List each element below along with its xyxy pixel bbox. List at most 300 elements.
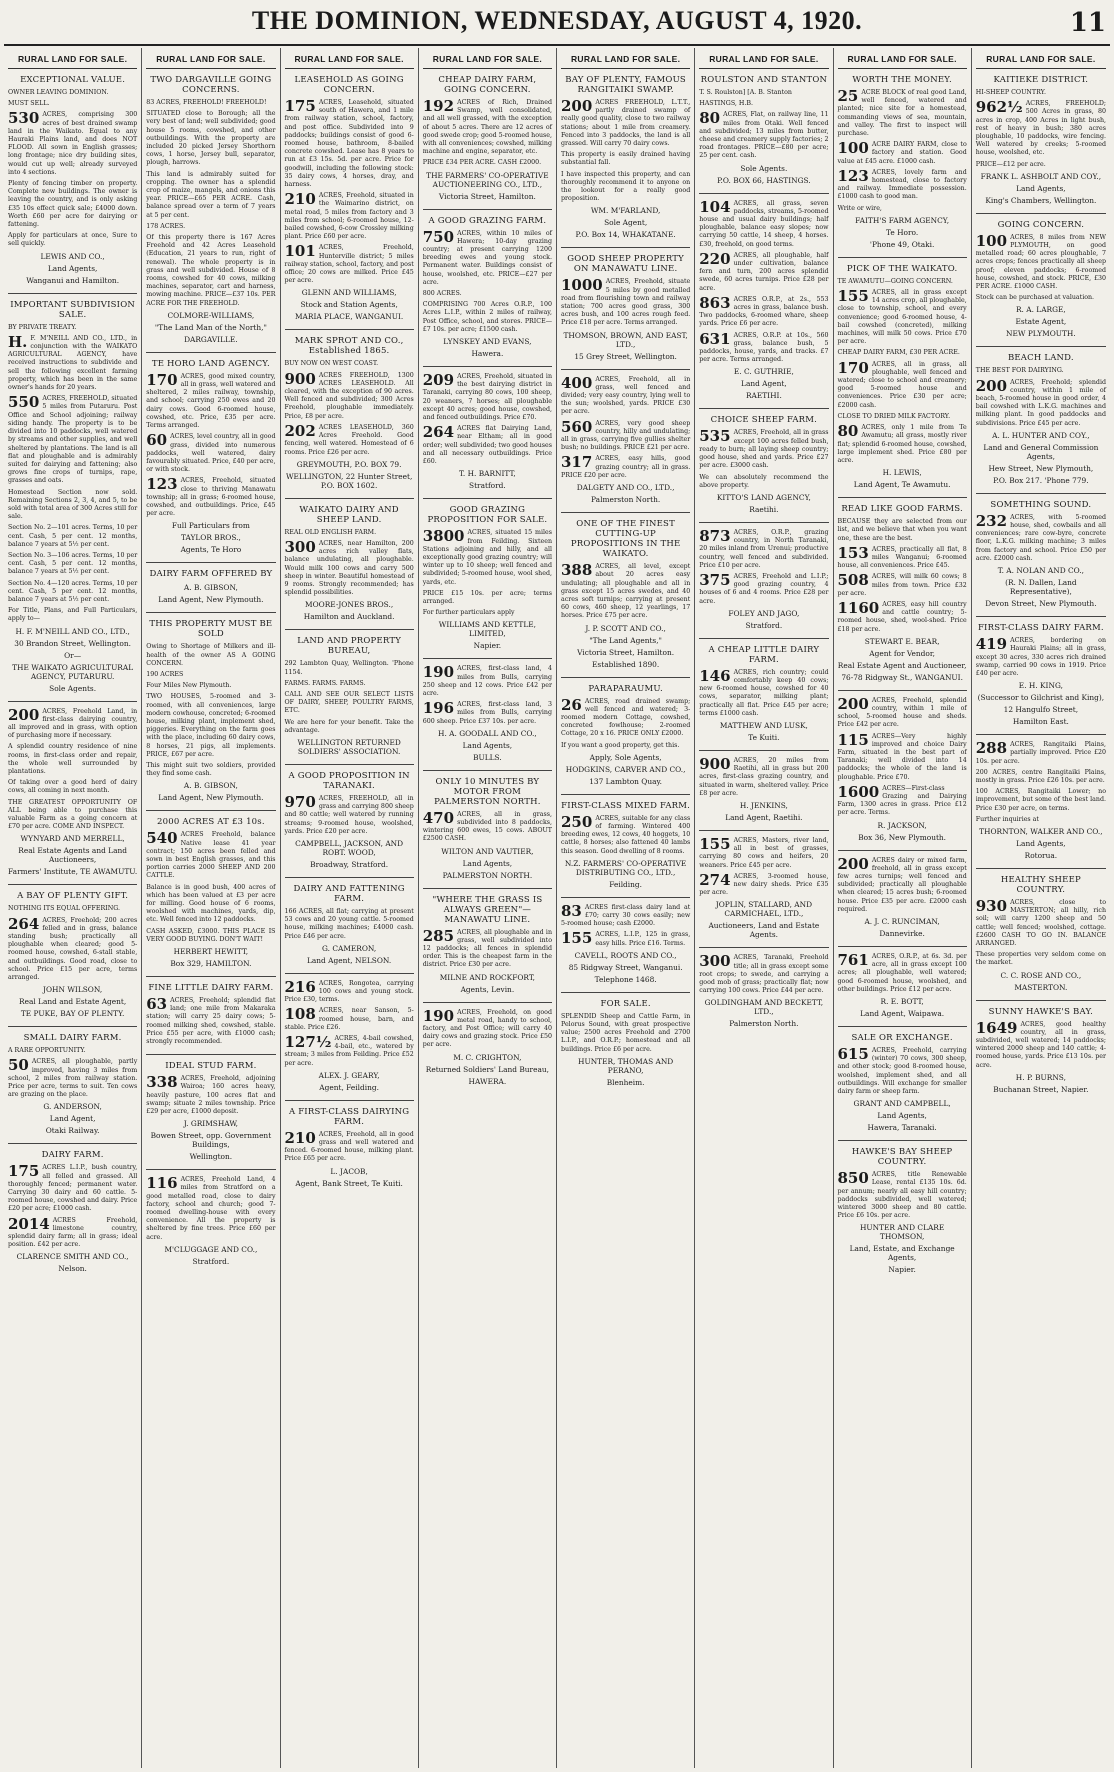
column-heading: RURAL LAND FOR SALE.	[976, 48, 1106, 69]
ad-paragraph	[975, 511, 1106, 563]
ad-separator	[8, 293, 137, 294]
ad-text: ACRES—Very highly improved and choice Dairy Farm, situated in the best part of Taranaki; well divided into 14 paddocks; the whole of the land is ploughable. Price £70.	[837, 732, 967, 781]
ad-separator	[699, 193, 828, 194]
ad-heading: BEACH LAND.	[1007, 353, 1074, 364]
ad-heading: CHEAP DAIRY FARM, GOING CONCERN.	[438, 75, 537, 95]
ad-text: ACRES Freehold, limestone country, splendid dairy farm; all in grass; ideal position. £42 per acre.	[8, 1216, 138, 1249]
ad-signature-line: HUNTER, THOMAS AND PERANO,	[578, 1056, 674, 1075]
ad-acreage: 104	[699, 197, 731, 216]
ad-separator	[146, 1169, 275, 1170]
ad-signature-line: HUNTER AND CLARE THOMSON,	[859, 1223, 945, 1242]
ad-paragraph	[146, 928, 275, 944]
ad-paragraph	[838, 518, 967, 543]
ad-signature-line: C. C. ROSE AND CO.,	[1000, 970, 1082, 980]
ad-paragraph	[837, 730, 967, 782]
classified-ad	[8, 1150, 137, 1273]
classified-ad	[699, 834, 829, 940]
ad-signature-line: H. F. M'NEILL AND CO., LTD.,	[15, 626, 130, 636]
classified-ad	[561, 75, 690, 239]
ad-text: ACRES, easy hills, good grazing country; all in grass. PRICE £20 per acre.	[561, 455, 691, 479]
ad-paragraph	[8, 905, 137, 913]
ad-paragraph	[8, 607, 137, 623]
classified-ad	[8, 300, 137, 693]
ad-acreage: 540	[146, 829, 178, 848]
ad-paragraph	[838, 424, 967, 465]
ad-signature-line: E. C. GUTHRIE,	[733, 367, 794, 377]
ad-text: A splendid country residence of nine rooms, in first-class order and repair, the whole well surrounded by plantations.	[8, 743, 138, 775]
classified-ad	[285, 75, 414, 321]
ad-signature-line: T. A. NOLAN AND CO.,	[997, 566, 1084, 576]
ad-text: 100 ACRES, Rangitaiki Lower; no improvement, but some of the best land. Price £30 per acre, on terms.	[975, 788, 1106, 812]
classified-ad	[838, 75, 967, 249]
classified-ad	[699, 954, 828, 1028]
ad-acreage: H.	[8, 332, 28, 351]
ad-signature-line: Auctioneers, Land and Estate Agents.	[708, 921, 820, 940]
ad-paragraph	[561, 1013, 690, 1054]
ad-separator	[561, 247, 690, 248]
classified-ad	[284, 977, 414, 1092]
ad-paragraph	[146, 223, 275, 231]
ad-acreage: 530	[8, 109, 40, 128]
ad-signature-line: Real Estate Agents and Land Auctioneers,	[18, 846, 127, 865]
classified-ad	[423, 665, 552, 761]
ad-signature-line: MASTERTON.	[1014, 982, 1068, 992]
ad-signature-line: GOLDINGHAM AND BECKETT, LTD.,	[704, 998, 824, 1017]
ad-signature-line: Land Agents,	[1016, 183, 1066, 193]
ad-paragraph	[8, 111, 137, 177]
ad-signature-line: P.O. Box 14, WHAKATANE.	[575, 230, 676, 240]
ad-signature-line: KITTO'S LAND AGENCY,	[716, 492, 811, 502]
classified-ad	[976, 353, 1106, 484]
ad-text: Of this property there is 167 Acres Freehold and 42 Acres Leasehold (Education, 21 years to run, right of renewal). The whole property is in grass and well subdivided. House of 8 rooms, cowshed for 40 cows, milking machines, separator, cart and harness, mowing machine. PRICE—£37 10s. PER ACRE FOR THE FREEHOLD.	[146, 234, 276, 307]
ad-separator	[699, 750, 828, 751]
ad-text: ACRES, with 5-roomed house, shed, cowbails and all conveniences; rare cow-byre, concrete floor, L.K.G. milking machine; 3 miles from factory and school. Price £50 per acre. £2000 cash.	[975, 513, 1106, 562]
ad-heading: SALE OR EXCHANGE.	[851, 1033, 953, 1044]
ad-text: BY PRIVATE TREATY.	[8, 323, 77, 331]
ad-signature-line: Hawera.	[471, 349, 504, 359]
masthead-rule	[4, 44, 1110, 46]
ad-text: ACRES, all in grass, all ploughable, well fenced and watered; close to school and creamery; good 5-roomed house and conveniences. Price £30 per acre; £2000 cash.	[837, 360, 967, 409]
ad-text: ACRES, Taranaki, Freehold title; all in grass except some root crops; to swede, and carrying a good mob of grass; practically flat; now carrying 100 cows. Price £44 per acre.	[699, 954, 829, 995]
ad-separator	[838, 850, 967, 851]
ad-heading: EXCEPTIONAL VALUE.	[20, 75, 126, 85]
ad-paragraph	[146, 693, 275, 759]
ad-acreage: 930	[975, 896, 1008, 915]
ad-paragraph	[8, 1047, 137, 1055]
ad-text: ACRES, Freehold, all in good grass and well watered and fenced. 6-roomed house, milking plant. Price £65 per acre.	[284, 1130, 414, 1163]
ad-text: ACRES, all in grass except 14 acres crop, all ploughable, close to township, school, and every convenience; good 6-roomed house, 4-bail cowshed (concreted), milking machines, will milk 50 cows. Price £70 per acre.	[837, 289, 967, 346]
ad-separator	[699, 522, 828, 523]
classified-ad	[285, 505, 414, 622]
ad-text: ACRES, L.I.P., 125 in grass, easy hills. Price £16. Terms.	[595, 931, 691, 947]
ad-paragraph	[146, 671, 275, 679]
ad-text: A RARE OPPORTUNITY.	[8, 1047, 86, 1055]
ad-signature-line: P.O. Box 217. 'Phone 779.	[993, 475, 1089, 485]
ad-paragraph	[285, 360, 414, 368]
column-heading: RURAL LAND FOR SALE.	[285, 48, 414, 69]
ad-text: Plenty of fencing timber on property. Complete new buildings. The owner is leaving the country, and is only asking £35 10s effect quick sale; £4000 down. Worth £60 per acre for dairying or fattening.	[8, 180, 138, 229]
ad-text: ACRES, near Sanson, 5-roomed house, barn, and stable. Price £26.	[284, 1007, 414, 1031]
ad-signature-line: FRANK L. ASHBOLT AND COY.,	[980, 171, 1102, 181]
ad-signature-line: 137 Lambton Quay.	[589, 776, 663, 786]
ad-paragraph	[423, 373, 552, 422]
ad-heading: PARAPARAUMU.	[588, 683, 663, 694]
ad-separator	[561, 794, 690, 795]
ad-acreage: 209	[422, 371, 455, 390]
ad-text: ACRES, Freehold Land, 4 miles from Stratford on a good metalled road, close to dairy factory, school and church; good 7-roomed dwelling-house with every convenience. All the property is sheltered by fine trees. Price £60 per acre.	[146, 1176, 276, 1241]
ad-acreage: 115	[837, 730, 869, 749]
ad-signature-line: LYNSKEY AND EVANS,	[443, 337, 532, 347]
ad-text: ACRES, Flat, on railway line, 11 miles from Otaki. Well fenced and subdivided; 13 miles from butter, cheese and creamery supply factories; 2 road frontages. PRICE—£80 per acre; 25 per cent. cash.	[699, 111, 829, 160]
ad-acreage: 1000	[561, 276, 603, 295]
ad-paragraph	[699, 526, 829, 570]
ad-text: ACRES, near Hamilton, 200 acres rich valley flats, balance undulating, all ploughable. Would milk 100 cows and carry 500 sheep in winter. Beautiful homestead of 9 rooms. Strongly recommended; has splendid possibilities.	[284, 539, 414, 597]
ad-heading: GOING CONCERN.	[997, 219, 1085, 230]
ad-text: Owing to Shortage of Milkers and ill-health of the owner AS A GOING CONCERN.	[146, 643, 276, 667]
ad-text: Stock can be purchased at valuation.	[975, 294, 1095, 302]
ad-paragraph	[423, 609, 552, 617]
ad-paragraph	[146, 171, 275, 220]
ad-signature-line: CLARENCE SMITH AND CO.,	[16, 1252, 129, 1262]
ad-text: ACRES, Masters, river land, all in best of grasses, carrying 80 cows and heifers, 20 weaners. Price £45 per acre.	[699, 836, 829, 869]
ad-signature-line: Hawera, Taranaki.	[867, 1123, 937, 1133]
ad-paragraph	[561, 99, 690, 148]
ad-heading: WORTH THE MONEY.	[852, 75, 952, 85]
ad-paragraph	[423, 425, 552, 466]
classified-ad	[699, 645, 828, 742]
ad-signature-line: A. B. GIBSON,	[183, 583, 238, 593]
ad-signature-line: J. GRIMSHAW,	[183, 1119, 238, 1129]
ad-text: ACRES, Freehold, situated in the best dairying district in Taranaki, carrying 80 cows, 100 sheep, 20 weaners, 7 horses; all ploughable except 40 acres; good house, cowshed, and fenced outbuildings. Price £70.	[422, 373, 552, 422]
ad-signature-line: Te Horo.	[886, 227, 919, 237]
ad-signature-line: Land and General Commission Agents,	[983, 442, 1099, 461]
ad-text: ACRES, 20 miles from Raetihi, all in grass but 200 acres, first-class grazing country, and situated in warm, sheltered valley. Price £8 per acre.	[699, 756, 829, 797]
ad-signature-line: (Successor to Gilchrist and King),	[977, 693, 1105, 703]
ad-paragraph	[976, 161, 1106, 169]
classified-ad	[561, 801, 690, 889]
ad-signature-line: Buchanan Street, Napier.	[993, 1084, 1089, 1094]
ad-heading: IMPORTANT SUBDIVISION SALE.	[10, 299, 136, 320]
ad-text: ACRES, first-class land, 4 miles from Bulls, carrying 250 sheep and 12 cows. Price £42 per acre.	[422, 665, 552, 697]
ad-text: ACRES, O.R.P. at 10s., 560 grass, balance bush, 5 paddocks, house, yards, and tracks. £7 per acre. Terms arranged.	[699, 331, 829, 364]
ad-acreage: 216	[284, 977, 316, 996]
ad-signature-line: Land Agents,	[47, 263, 98, 273]
ad-paragraph	[8, 799, 137, 832]
ad-signature-line: CAMPBELL, JACKSON, AND ROBT. WOOD,	[295, 838, 404, 857]
ad-paragraph	[423, 701, 552, 726]
ad-signature-line: Bowen Street, opp. Government Buildings,	[150, 1131, 272, 1150]
ad-signature-line: TE PUKE, BAY OF PLENTY.	[20, 1009, 125, 1019]
ad-heading: WAIKATO DAIRY AND SHEEP LAND.	[299, 504, 399, 525]
ad-separator	[976, 346, 1106, 347]
ad-signature-line: E. H. KING,	[1018, 681, 1063, 691]
ad-text: ACRES dairy or mixed farm, freehold, all in grass except few acres turnips; well fenced and subdivided; practically all ploughable when cleared; 15 acres bush; 6-roomed house. Price £35 per acre. £2000 cash required.	[837, 856, 967, 913]
ad-signature-line: Wellington.	[189, 1152, 233, 1162]
ad-text: ACRES FREEHOLD, 1300 ACRES LEASEHOLD. All cleared, with the exception of 90 acres. Well fenced and subdivided; 300 Acres Freehold, ploughable immediately. Price, £8 per acre.	[284, 371, 414, 420]
ad-text: TE AWAMUTU—GOING CONCERN.	[837, 277, 953, 285]
ad-separator	[699, 947, 828, 948]
classified-ad	[146, 75, 275, 344]
ad-signature-line: Land Agent, New Plymouth.	[158, 595, 264, 605]
ad-acreage: 388	[561, 561, 593, 580]
ad-heading: GOOD GRAZING PROPOSITION FOR SALE.	[427, 505, 548, 526]
ad-separator	[838, 690, 967, 691]
ad-heading: THIS PROPERTY MUST BE SOLD	[149, 619, 273, 640]
ad-signature-line: Estate Agent,	[1015, 317, 1067, 327]
ad-signature-line: WELLINGTON, 22 Hunter Street, P.O. BOX 1602.	[285, 471, 413, 490]
classified-column	[834, 48, 972, 1768]
ad-text: ACRES, all ploughable and in grass, well subdivided into 12 paddocks; all fences in splendid order. This is the cheapest farm in the district. Price £30 per acre.	[422, 928, 552, 969]
ad-acreage: 615	[837, 1045, 869, 1064]
ad-heading: "WHERE THE GRASS IS ALWAYS GREEN"—MANAWATU LINE.	[432, 894, 543, 925]
ad-paragraph	[837, 782, 967, 818]
classified-ad	[285, 771, 414, 869]
ad-signature-line: King's Chambers, Wellington.	[985, 195, 1097, 205]
ad-acreage: 317	[561, 453, 593, 472]
classified-ad	[838, 953, 967, 1018]
ad-paragraph	[699, 100, 828, 108]
ad-text: F. M'NEILL AND CO., LTD., in conjunction with the WAIKATO AGRICULTURAL AGENCY, have received instructions to subdivide and sell the following excellent farming property, which has been in the same owner's hands for 20 years.	[8, 334, 138, 392]
ad-signature-line: 30 Brandon Street, Wellington.	[14, 638, 131, 648]
ad-text: ACRES, title Renewable Lease, rental £135 10s. 6d. per annum; nearly all easy hill country; paddocks subdivided, well watered; wintered 3000 sheep and 80 cattle. Price £6 10s. per acre.	[837, 1171, 967, 1220]
ad-text: ACRES, situated 15 miles from Feilding. Sixteen Stations adjoining and hilly, and all exceptionally good grazing country; will winter up to 10 sheep; well fenced and subdivided; 5-roomed house, wool shed, yards, etc.	[422, 529, 552, 586]
ad-paragraph	[838, 1047, 967, 1096]
ad-acreage: 202	[284, 421, 316, 440]
ad-signature-line: G. CAMERON,	[321, 943, 377, 953]
ad-paragraph	[838, 1171, 967, 1220]
ad-text: These properties very seldom come on the market.	[975, 951, 1106, 967]
classified-ad	[561, 999, 690, 1087]
classified-ad	[8, 705, 138, 877]
ad-acreage: 155	[837, 287, 869, 306]
ad-text: HASTINGS, H.B.	[699, 100, 754, 108]
ad-paragraph	[699, 834, 829, 870]
ad-acreage: 285	[422, 926, 455, 945]
ad-paragraph	[8, 779, 137, 795]
ad-heading: IDEAL STUD FARM.	[165, 1061, 257, 1072]
ad-paragraph	[284, 369, 414, 421]
ad-acreage: 108	[284, 1005, 316, 1024]
ad-paragraph	[976, 294, 1106, 302]
ad-text: ACRES, all grass, seven paddocks, streams, 5-roomed house and usual dairy buildings; half ploughable, balance easy slopes; now carrying 50 cattle, 14 sheep, 4 horses. £30, freehold, on good terms.	[699, 199, 829, 248]
ad-separator	[285, 498, 414, 499]
ad-signature-line: A. L. HUNTER AND COY.,	[992, 430, 1090, 440]
ad-signature-line: Land Agent,	[741, 379, 787, 389]
ad-heading: SMALL DAIRY FARM.	[23, 1033, 122, 1044]
ad-separator	[285, 764, 414, 765]
ad-acreage: 750	[422, 227, 455, 246]
ad-signature-line: BULLS.	[473, 752, 502, 762]
ad-paragraph	[838, 349, 967, 357]
ad-signature-line: Nelson.	[58, 1264, 87, 1274]
classified-ad	[561, 254, 690, 360]
ad-acreage: 419	[975, 635, 1008, 654]
ad-text: This might suit two soldiers, provided they find some cash.	[146, 761, 276, 778]
ad-heading: DAIRY AND FATTENING FARM.	[293, 883, 405, 904]
ad-text: Further inquiries at	[975, 815, 1039, 823]
ad-paragraph	[146, 433, 275, 474]
ad-text: ACRES first-class dairy land at £70; carry 30 cows easily; new 5-roomed house; cash £2000.	[561, 903, 691, 928]
ad-text: ACRES LEASEHOLD, 360 Acres Freehold. Good fencing, well watered. Homestead of 6 rooms. Price £26 per acre.	[284, 423, 414, 456]
ad-signature-line: ALEX. J. GEARY,	[318, 1070, 380, 1080]
ad-paragraph	[838, 953, 967, 994]
classified-ad	[838, 504, 967, 682]
ad-text: ACRES, O.R.P., at 6s. 3d. per acre, all in grass except 100 acres; all ploughable, well watered; good 6-roomed house, woolshed, and other buildings. Price £12 per acre.	[837, 953, 967, 993]
ad-signature-line: Devon Street, New Plymouth.	[985, 599, 1097, 609]
ad-paragraph	[146, 234, 275, 308]
ad-signature-line: FAITH'S FARM AGENCY,	[855, 215, 950, 225]
ad-heading: A BAY OF PLENTY GIFT.	[17, 891, 129, 902]
ad-acreage: 192	[422, 97, 455, 115]
ad-heading: HEALTHY SHEEP COUNTRY.	[1000, 874, 1081, 895]
ad-signature-line: STEWART E. BEAR,	[864, 636, 940, 646]
ad-text: ACRES, Rongotea, carrying 100 cows and young stock. Price £30, terms.	[284, 979, 414, 1004]
ad-signature-line: Land Agents,	[462, 858, 513, 868]
ad-heading: READ LIKE GOOD FARMS.	[841, 504, 963, 515]
classified-ad	[423, 373, 552, 490]
ad-signature-line: Agent, Bank Street, Te Kuiti.	[295, 1178, 403, 1188]
classified-ad	[146, 569, 275, 604]
ad-signature-line: MILNE AND ROCKFORT,	[439, 972, 536, 982]
ad-paragraph	[285, 192, 414, 241]
ad-acreage: 250	[561, 812, 593, 831]
ad-paragraph	[976, 788, 1106, 813]
ad-text: ACRES—First-class Grazing and Dairying Farm, 1300 acres in grass. Price £12 per acre. Terms.	[837, 784, 967, 817]
classified-column	[972, 48, 1110, 1768]
ad-signature-line: 15 Grey Street, Wellington.	[574, 351, 677, 361]
ad-text: ACRES, Freehold, all in grass except 100 acres felled bush, ready to burn; all laying sheep country; good house, shed and yards. Price £27 per acre. £3000 cash.	[699, 429, 829, 470]
ad-signature-line: H. P. BURNS,	[1015, 1072, 1066, 1082]
ad-text: OWNER LEAVING DOMINION.	[8, 89, 109, 96]
ad-separator	[423, 658, 552, 659]
ad-text: CHEAP DAIRY FARM, £30 PER ACRE.	[837, 349, 960, 357]
classified-column	[557, 48, 695, 1768]
ad-text: ACRES, comprising 300 acres of best drained swamp land in the Waikato. Equal to any Hauraki Plains land, and does NOT FLOOD. All sown in English grasses; long frontage; nice dry building sites, would cut up well; already surveyed into 4 sections.	[8, 111, 138, 176]
column-heading: RURAL LAND FOR SALE.	[8, 48, 137, 69]
ad-separator	[976, 868, 1106, 869]
ad-acreage: 123	[837, 166, 869, 185]
ad-signature-line: (R. N. Dallen, Land Representative),	[1005, 578, 1077, 597]
ad-acreage: 375	[699, 570, 731, 589]
ad-signature-line: H. LEWIS,	[882, 468, 922, 478]
ad-text: ACRES, Freehold Land, in first-class dairying country, all improved and in grass, with option of purchasing more if necessary.	[8, 707, 138, 740]
ad-text: 800 ACRES.	[422, 290, 462, 298]
ad-signature-line: Agents, Levin.	[460, 984, 515, 994]
ad-text: Write or wire,	[837, 204, 882, 212]
ad-signature-line: "The Land Man of the North,"	[154, 322, 267, 332]
ad-acreage: 761	[837, 951, 869, 970]
ad-signature-line: RAETIHI.	[745, 391, 782, 401]
ad-signature-line: THE FARMERS' CO-OPERATIVE AUCTIONEERING CO., LTD.,	[426, 170, 549, 189]
ad-signature-line: THOMSON, BROWN, AND EAST, LTD.,	[563, 330, 688, 349]
ad-signature-line: CAVELL, ROOTS AND CO.,	[574, 950, 677, 960]
classified-ad	[837, 854, 967, 939]
classified-ad	[8, 1033, 137, 1135]
ad-separator	[976, 1000, 1106, 1001]
classified-ad	[146, 817, 275, 968]
ad-text: 83 ACRES, FREEHOLD! FREEHOLD!	[146, 99, 267, 106]
ad-signature-line: Victoria Street, Hamilton.	[438, 191, 536, 201]
ad-heading: MARK SPROT AND CO., Established 1865.	[294, 336, 404, 357]
ad-paragraph	[976, 741, 1106, 766]
ad-separator	[699, 830, 828, 831]
ad-signature-line: JOPLIN, STALLARD, AND CARMICHAEL, LTD.,	[715, 900, 812, 919]
ad-paragraph	[285, 680, 414, 688]
ad-separator	[561, 897, 690, 898]
classified-ad	[837, 694, 967, 842]
ad-text: ACRES, bordering on Hauraki Plains; all in grass, except 30 acres, 330 acres rich drained swamp, carried 90 cows in 1919. Price £40 per acre.	[975, 637, 1106, 677]
classified-ad	[561, 519, 690, 668]
ad-separator	[8, 1143, 137, 1144]
ad-paragraph	[561, 171, 690, 204]
ad-paragraph	[699, 666, 829, 718]
ad-text: ACRES, will milk 60 cows; 8 miles from town. Price £32 per acre.	[837, 573, 967, 597]
ad-paragraph	[423, 99, 552, 156]
ad-text: We can absolutely recommend the above property.	[699, 473, 829, 489]
classified-ad	[146, 983, 275, 1046]
ad-acreage: 170	[146, 370, 178, 389]
ad-signature-line: A. J. C. RUNCIMAN,	[864, 917, 940, 927]
ad-signature-line: Land Agents,	[877, 1111, 927, 1121]
ad-signature-line: MARIA PLACE, WANGANUI.	[294, 312, 404, 322]
classified-ad	[8, 75, 137, 285]
ad-text: ACRES FREEHOLD, L.T.T., partly drained swamp of really good quality, close to two railway stations; about 1 mile from creamery. Fenced into 3 paddocks, the land is all grassed. Will carry 70 dairy cows.	[561, 99, 691, 148]
ad-signature-line: DALGETY AND CO., LTD.,	[576, 483, 675, 493]
ad-text: ACRES, suitable for any class of farming. Wintered 400 breeding ewes, 12 cows, 40 hoggets, 10 cattle, 8 horses; also fattened 40 lambs this season. Good dwelling of 8 rooms.	[561, 814, 691, 855]
ad-heading: 2000 ACRES AT £3 10s.	[157, 817, 265, 828]
ad-text: ACRES, easy hill country and cattle country; 5-roomed house, shed, wool-shed. Price £18 per acre.	[837, 600, 967, 633]
ad-signature-line: Sole Agents.	[740, 163, 788, 173]
ad-signature-line: HAWERA.	[468, 1076, 507, 1086]
ad-paragraph	[976, 769, 1106, 785]
column-heading: RURAL LAND FOR SALE.	[561, 48, 690, 69]
ad-paragraph	[146, 99, 275, 107]
classified-ad	[8, 891, 137, 1018]
ad-signature-line: A. B. GIBSON,	[183, 781, 238, 791]
ad-paragraph	[699, 429, 828, 470]
ad-text: ACRES, Freehold, situate 5 miles by good metalled road from flourishing town and railway station; 700 acres good grass, 300 acres bush, and 100 acres rough feed. Price £18 per acre. Terms arranged.	[561, 278, 691, 327]
ad-separator	[146, 810, 275, 811]
ad-signature-line: PALMERSTON NORTH.	[442, 870, 533, 880]
ad-signature-line: WILTON AND VAUTIER,	[441, 846, 534, 856]
ad-heading: DAIRY FARM OFFERED BY	[149, 569, 273, 580]
classified-ad	[699, 197, 829, 401]
ad-separator	[838, 1140, 967, 1141]
ad-paragraph	[838, 573, 967, 598]
ad-text: Four Miles New Plymouth.	[146, 682, 232, 690]
ad-paragraph	[699, 474, 828, 490]
ad-signature-line: "The Land Agents,"	[589, 635, 662, 645]
ad-text: ACRES, FREEHOLD, all in grass and carrying 800 sheep and 80 cattle; well watered by running streams; 9-roomed house, woolshed, yards. Price £20 per acre.	[284, 794, 414, 835]
ad-heading: PICK OF THE WAIKATO.	[846, 263, 958, 274]
ad-paragraph	[8, 324, 137, 332]
ad-text: ACRES, 4-bail cowshed, 4-bail, etc., watered by stream; 3 miles from Feilding. Price £52 per acre.	[284, 1035, 414, 1067]
ad-text: ACRES O.R.P., at 2s., 553 acres in grass, balance bush. Two paddocks, 6-roomed whare, sheep yards. Price £6 per acre.	[699, 295, 829, 328]
ad-paragraph	[975, 1018, 1106, 1070]
ad-text: T. S. Roulston] [A. B. Stanton	[699, 89, 792, 96]
ad-acreage: 146	[699, 666, 731, 685]
ad-paragraph	[837, 854, 967, 914]
ad-text: ACRES, rich country; could comfortably keep 40 cows; new 6-roomed house, cowshed for 40 cows, separator, milking plant; practically all flat. Price £45 per acre; terms £1000 cash.	[699, 668, 829, 717]
ad-text: ACRES flat Dairying Land, near Eltham; all in good order; well subdivided; two good houses and all necessary outbuildings. Price £60.	[422, 425, 552, 466]
ad-heading: A GOOD PROPOSITION IN TARANAKI.	[288, 770, 410, 791]
ad-text: ACRES, 3-roomed house, new dairy sheds. Price £35 per acre.	[699, 872, 829, 897]
ad-text: BECAUSE they are selected from our list, and we believe that when you want one, these are the best.	[837, 518, 967, 542]
ad-acreage: 1649	[975, 1018, 1018, 1037]
ad-heading: A FIRST-CLASS DAIRYING FARM.	[288, 1106, 410, 1127]
ad-paragraph	[838, 289, 967, 346]
ad-signature-line: M. C. CRIGHTON,	[453, 1052, 522, 1062]
